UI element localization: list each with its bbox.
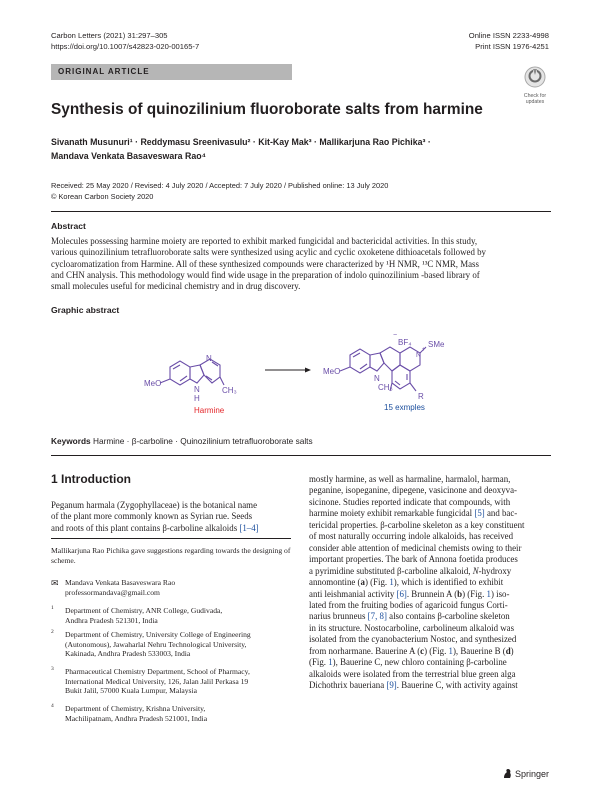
article-type-badge: ORIGINAL ARTICLE	[51, 64, 292, 80]
intro-right-line: isolated from the cyanobacterium Nostoc, and synthesized	[309, 634, 517, 645]
check-for-updates-button[interactable]	[517, 66, 553, 105]
keywords-label: Keywords	[51, 436, 91, 446]
intro-right-line: harmine moiety exhibit remarkable fungicidal [5] and bac-	[309, 508, 518, 519]
doi-link[interactable]: https://doi.org/10.1007/s42823-020-00165-7	[51, 41, 200, 51]
graphic-abstract-scheme	[140, 325, 480, 420]
abstract-line: cycloaromatization from Harmine. All of these synthesized compounds were characterized by ¹H NMR, ¹³C NMR, Mass	[51, 258, 479, 269]
product-bf4-label: BF₄	[398, 338, 412, 347]
history-dates: Received: 25 May 2020 / Revised: 4 July 2020 / Accepted: 7 July 2020 / Published online: 13 July 2020	[51, 181, 389, 190]
product-r-label: R	[418, 392, 424, 401]
copyright-line: © Korean Carbon Society 2020	[51, 191, 154, 201]
author-list	[51, 135, 491, 163]
intro-right-line: mostly harmine, as well as harmaline, harmalol, harman,	[309, 474, 511, 484]
divider-keywords	[51, 455, 551, 456]
harmine-meo-label: MeO	[144, 379, 162, 388]
citation-link[interactable]: [5]	[474, 508, 485, 519]
harmine-nh-label: N	[194, 385, 200, 394]
intro-right-line: Dichothrix baueriana [9]. Bauerine C, with activity against	[309, 680, 518, 691]
harmine-n-label: N	[206, 354, 212, 363]
online-issn: Online ISSN 2233-4998	[468, 31, 549, 40]
corresponding-author-email[interactable]: professormandava@gmail.com	[65, 587, 160, 597]
intro-right-line: in its structure. Nostocarboline, carbolineum alkaloid was	[309, 622, 515, 633]
product-pyrrole-ring	[370, 353, 384, 371]
affiliation-4: 4 Department of Chemistry, Krishna University, Machilipatnam, Andhra Pradesh 521001, India	[51, 703, 208, 723]
product-sme-label: SMe	[428, 340, 445, 349]
intro-right-line: narius brunneus [7, 8] also contains β-carboline skeleton	[309, 611, 510, 622]
harmine-benzene-ring	[170, 361, 190, 385]
abstract-line: and CHN analysis. This methodology would find wide usage in the preparation of indolo quinozilinium -based library of	[51, 269, 480, 280]
article-title: Synthesis of quinozilinium fluoroborate salts from harmine	[51, 101, 483, 118]
running-header-left	[51, 31, 199, 52]
graphic-abstract-heading: Graphic abstract	[51, 305, 120, 315]
intro-right-line: of most naturally occurring indole alkaloids, has received	[309, 531, 514, 542]
corresponding-author-name: Mandava Venkata Basaveswara Rao	[65, 578, 176, 587]
publisher-name[interactable]: Springer	[514, 768, 549, 779]
product-nplus-label: N	[416, 352, 422, 359]
harmine-name-label: Harmine	[194, 406, 225, 415]
product-ch3-label: CH₃	[378, 383, 393, 392]
abstract-body	[51, 236, 551, 292]
intro-right-line: consider able attention of medicinal chemists owing to their	[309, 542, 522, 553]
divider-top	[51, 211, 551, 212]
publisher-footer	[502, 768, 549, 779]
product-minus-sign: −	[393, 332, 398, 339]
author-line-1[interactable]: Sivanath Musunuri¹ · Reddymasu Sreenivasulu² · Kit-Kay Mak³ · Mallikarjuna Rao Pichika³ ·	[51, 137, 431, 147]
print-issn: Print ISSN 1976-4251	[475, 41, 549, 51]
intro-right-line: alkaloids were isolated from the terrestrial blue green alga	[309, 668, 516, 679]
author-line-2[interactable]: Mandava Venkata Basaveswara Rao⁴	[51, 151, 206, 161]
intro-right-line: important properties. The bark of Annona foetida produces	[309, 554, 518, 565]
intro-left-line: Peganum harmala (Zygophyllaceae) is the botanical name	[51, 500, 258, 510]
check-updates-icon	[524, 66, 546, 88]
section-heading-introduction: 1 Introduction	[51, 472, 131, 486]
intro-left-line: and roots of this plant contains β-carboline alkaloids [1–4]	[51, 522, 259, 533]
corresponding-author	[51, 578, 291, 597]
envelope-icon: ✉	[51, 578, 59, 588]
intro-right-line: sicinone. Studies reported indicate that compounds, with	[309, 496, 511, 507]
intro-right-line: tericidal properties. β-carboline skeleton as a key constituent	[309, 519, 525, 530]
citation-link[interactable]: [1–4]	[239, 522, 259, 533]
examples-count-label: 15 exmples	[384, 403, 425, 412]
check-for-label: Check for	[523, 93, 547, 99]
intro-right-line: a pyrimidine substituted β-carboline alkaloid, N-hydroxy	[309, 565, 512, 576]
abstract-heading: Abstract	[51, 221, 86, 231]
handling-note: Mallikarjuna Rao Pichika gave suggestions regarding towards the designing of scheme.	[51, 546, 291, 565]
updates-label: updates	[525, 99, 545, 105]
abstract-line: small molecules useful for medicinal chemistry and in drug discovery.	[51, 281, 301, 292]
affiliation-1: 1 Department of Chemistry, ANR College, Gudivada, Andhra Pradesh 521301, India	[51, 605, 223, 625]
harmine-ch3-label: CH₃	[222, 386, 237, 395]
keywords-text: Harmine · β-carboline · Quinozilinium tetrafluoroborate salts	[92, 436, 313, 446]
abstract-line: Molecules possessing harmine moiety are reported to exhibit marked fungicidal and bactericidal activities. In this study,	[51, 236, 478, 246]
product-benzene-ring	[350, 349, 370, 373]
intro-right-line: lated from the fruiting bodies of agaricoid fungus Corti-	[309, 599, 508, 610]
intro-right-line: (Fig. 1), Bauerine C, new chloro containing β-carboline	[309, 657, 507, 668]
intro-right-line: peganine, isopeganine, dipegene, vasicinone and deoxyva-	[309, 485, 517, 496]
intro-right-line: anti leishmanial activity [6]. Brunnein A (b) (Fig. 1) iso-	[309, 588, 510, 599]
product-plus-sign: +	[422, 347, 426, 353]
intro-left-column	[51, 500, 291, 534]
intro-right-column	[309, 474, 551, 692]
journal-citation: Carbon Letters (2021) 31:297–305	[51, 31, 168, 40]
article-history	[51, 181, 388, 202]
affiliation-3: 3 Pharmaceutical Chemistry Department, School of Pharmacy, International Medical University, 126, Jalan Jalil Perkasa 19 Bukit Jalil, 57000 Kuala Lumpur, Malaysia	[51, 666, 250, 696]
springer-horse-icon	[502, 768, 512, 779]
keywords-line	[51, 436, 313, 446]
product-n-label: N	[374, 374, 380, 383]
footnote-divider	[51, 538, 291, 539]
harmine-h-label: H	[194, 394, 200, 403]
running-header-right	[469, 31, 549, 52]
intro-right-line: annomontine (a) (Fig. 1), which is identified to exhibit	[309, 577, 504, 588]
harmine-pyrrole-ring	[190, 365, 204, 383]
intro-right-line: from norharmane. Bauerine A (c) (Fig. 1), Bauerine B (d)	[309, 645, 514, 656]
abstract-line: various quinozilinium tetrafluoroborate salts were synthesized using acylic and cyclic oxoketene dithioacetals followed by	[51, 247, 486, 258]
product-meo-label: MeO	[323, 367, 341, 376]
affiliation-2: 2 Department of Chemistry, University College of Engineering (Autonomous), Jawaharlal Nehru Technological University, Kakinada, Andhra Pradesh 533003, India	[51, 629, 251, 659]
intro-left-line: of the plant more commonly known as Syrian rue. Seeds	[51, 511, 253, 522]
